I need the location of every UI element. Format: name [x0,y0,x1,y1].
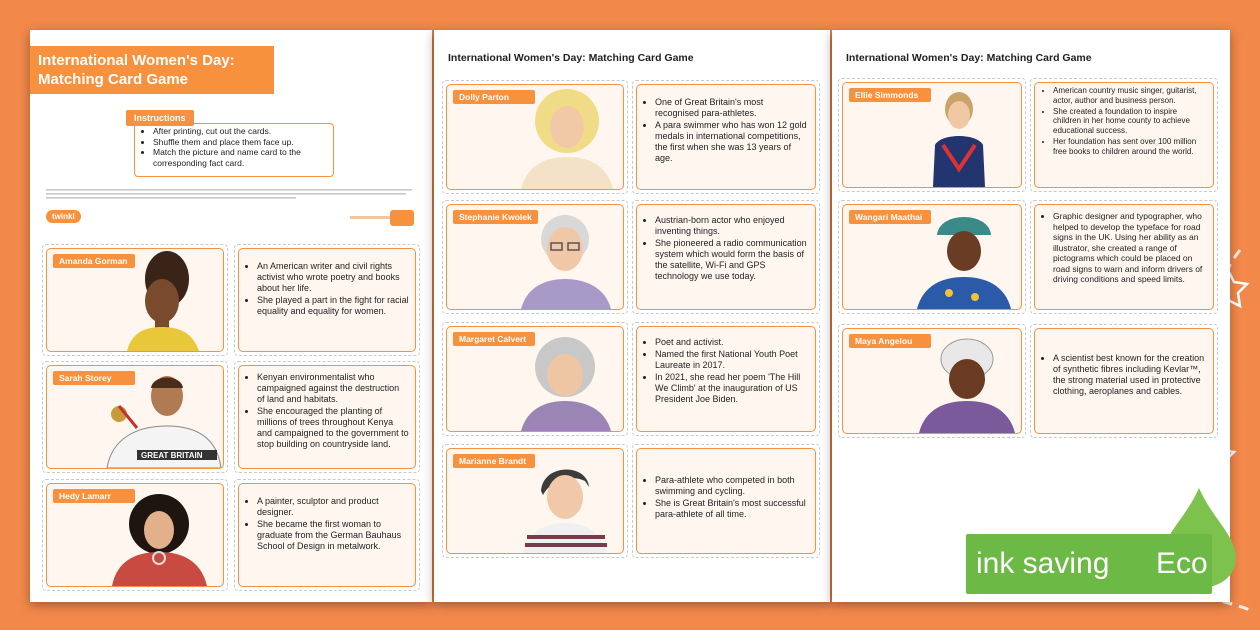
fact-item: • Poet and activist. [655,337,809,348]
name-tag: Dolly Parton [453,90,535,104]
portrait-ellie-simmonds [913,85,1013,187]
portrait-sarah-storey [97,366,223,468]
instruction-item: • After printing, cut out the cards. [153,126,327,137]
twinkl-logo: twinkl [46,210,81,223]
name-tag: Hedy Lamarr [53,489,135,503]
fact-card [238,365,416,469]
portrait-amanda-gorman [107,249,217,351]
picture-card [446,84,624,190]
fact-item: • She played a part in the fight for racial equality and equality for women. [257,295,409,317]
portrait-margaret-calvert [513,329,621,431]
fact-item: • She is Great Britain's most successful para-athlete of all time. [655,498,809,520]
name-tag: Wangari Maathai [849,210,931,224]
portrait-hedy-lamarr [107,484,219,586]
picture-card [842,328,1022,434]
portrait-stephanie-kwolek [513,207,621,309]
instruction-item: • Shuffle them and place them face up. [153,137,327,148]
instructions-label: Instructions [126,110,194,126]
portrait-wangari-maathai [909,207,1017,309]
fact-item: • She encouraged the planting of millions of trees throughout Kenya and campaigned to the government to stop building on countryside land. [257,406,409,450]
fact-item: • One of Great Britain's most recognised para-athletes. [655,97,809,119]
fine-print-lines [46,188,414,202]
name-tag: Marianne Brandt [453,454,535,468]
picture-card [842,82,1022,188]
fact-card [636,84,816,190]
name-tag: Maya Angelou [849,334,931,348]
ink-saving-text: ink saving [976,547,1110,580]
fact-item: • An American writer and civil rights activist who wrote poetry and books about her life. [257,261,409,294]
twinkl-stamp-logo [390,210,414,226]
picture-card [46,248,224,352]
fact-item: • A scientist best known for the creation of synthetic fibres including Kevlar™, the strong material used in protective clothing, aeroplanes and cables. [1053,353,1207,397]
worksheet-page-1 [30,30,432,602]
fact-item: • A para swimmer who has won 12 gold medals in international competitions, the first when she was 13 years of age. [655,120,809,164]
fact-item: • Para-athlete who competed in both swimming and cycling. [655,475,809,497]
fact-item: • She became the first woman to graduate from the German Bauhaus School of Design in metalwork. [257,519,409,552]
fine-print [46,188,414,202]
picture-card [46,365,224,469]
fact-item: • She pioneered a radio communication system which would form the basis of the satellite, Wi-Fi and GPS technology we use today. [655,238,809,282]
fact-item: • Austrian-born actor who enjoyed inventing things. [655,215,809,237]
portrait-maya-angelou [909,331,1017,433]
shirt-lettering: GREAT BRITAIN [141,451,203,460]
fact-item: • She created a foundation to inspire children in her home county to achieve educational success. [1053,107,1207,136]
page-title: International Women's Day: Matching Card Game [448,52,694,64]
picture-card [446,204,624,310]
fact-item: • Kenyan environmentalist who campaigned against the destruction of land and habitats. [257,372,409,405]
name-tag: Ellie Simmonds [849,88,931,102]
fact-card [636,326,816,432]
portrait-dolly-parton [513,87,621,189]
instructions-box [134,123,334,177]
instruction-item: • Match the picture and name card to the corresponding fact card. [153,147,327,168]
picture-card [446,448,624,554]
fact-item: • American country music singer, guitarist, actor, author and business person. [1053,86,1207,106]
title-banner [30,46,274,94]
fact-card [636,448,816,554]
name-tag: Amanda Gorman [53,254,135,268]
fact-item: • Graphic designer and typographer, who helped to develop the typeface for road signs in the UK. Using her ability as an illustrator, she created a range of pictograms which could be placed on road signs to warn and inform drivers of driving conditions and speed limits. [1053,211,1207,285]
fact-card [238,248,416,352]
name-tag: Margaret Calvert [453,332,535,346]
fact-item: • Named the first National Youth Poet Laureate in 2017. [655,349,809,371]
fact-item: • In 2021, she read her poem 'The Hill We Climb' at the inauguration of US President Joe Biden. [655,372,809,405]
picture-card [446,326,624,432]
name-tag: Sarah Storey [53,371,135,385]
picture-card [842,204,1022,310]
eco-label: Eco [1156,547,1208,580]
portrait-marianne-brandt [513,451,621,553]
picture-card [46,483,224,587]
fact-card [1034,82,1214,188]
name-tag: Stephanie Kwolek [453,210,538,224]
ink-saving-eco-badge [966,534,1212,594]
title-line-2: Matching Card Game [38,71,189,88]
fact-card [1034,204,1214,310]
fact-card [1034,328,1214,434]
fact-item: • Her foundation has sent over 100 million free books to children around the world. [1053,137,1207,157]
title-line-1: International Women's Day: [38,52,235,69]
page-title: International Women's Day: Matching Card Game [846,52,1092,64]
fact-item: • A painter, sculptor and product designer. [257,496,409,518]
worksheet-page-2 [434,30,830,602]
fact-card [636,204,816,310]
fact-card [238,483,416,587]
